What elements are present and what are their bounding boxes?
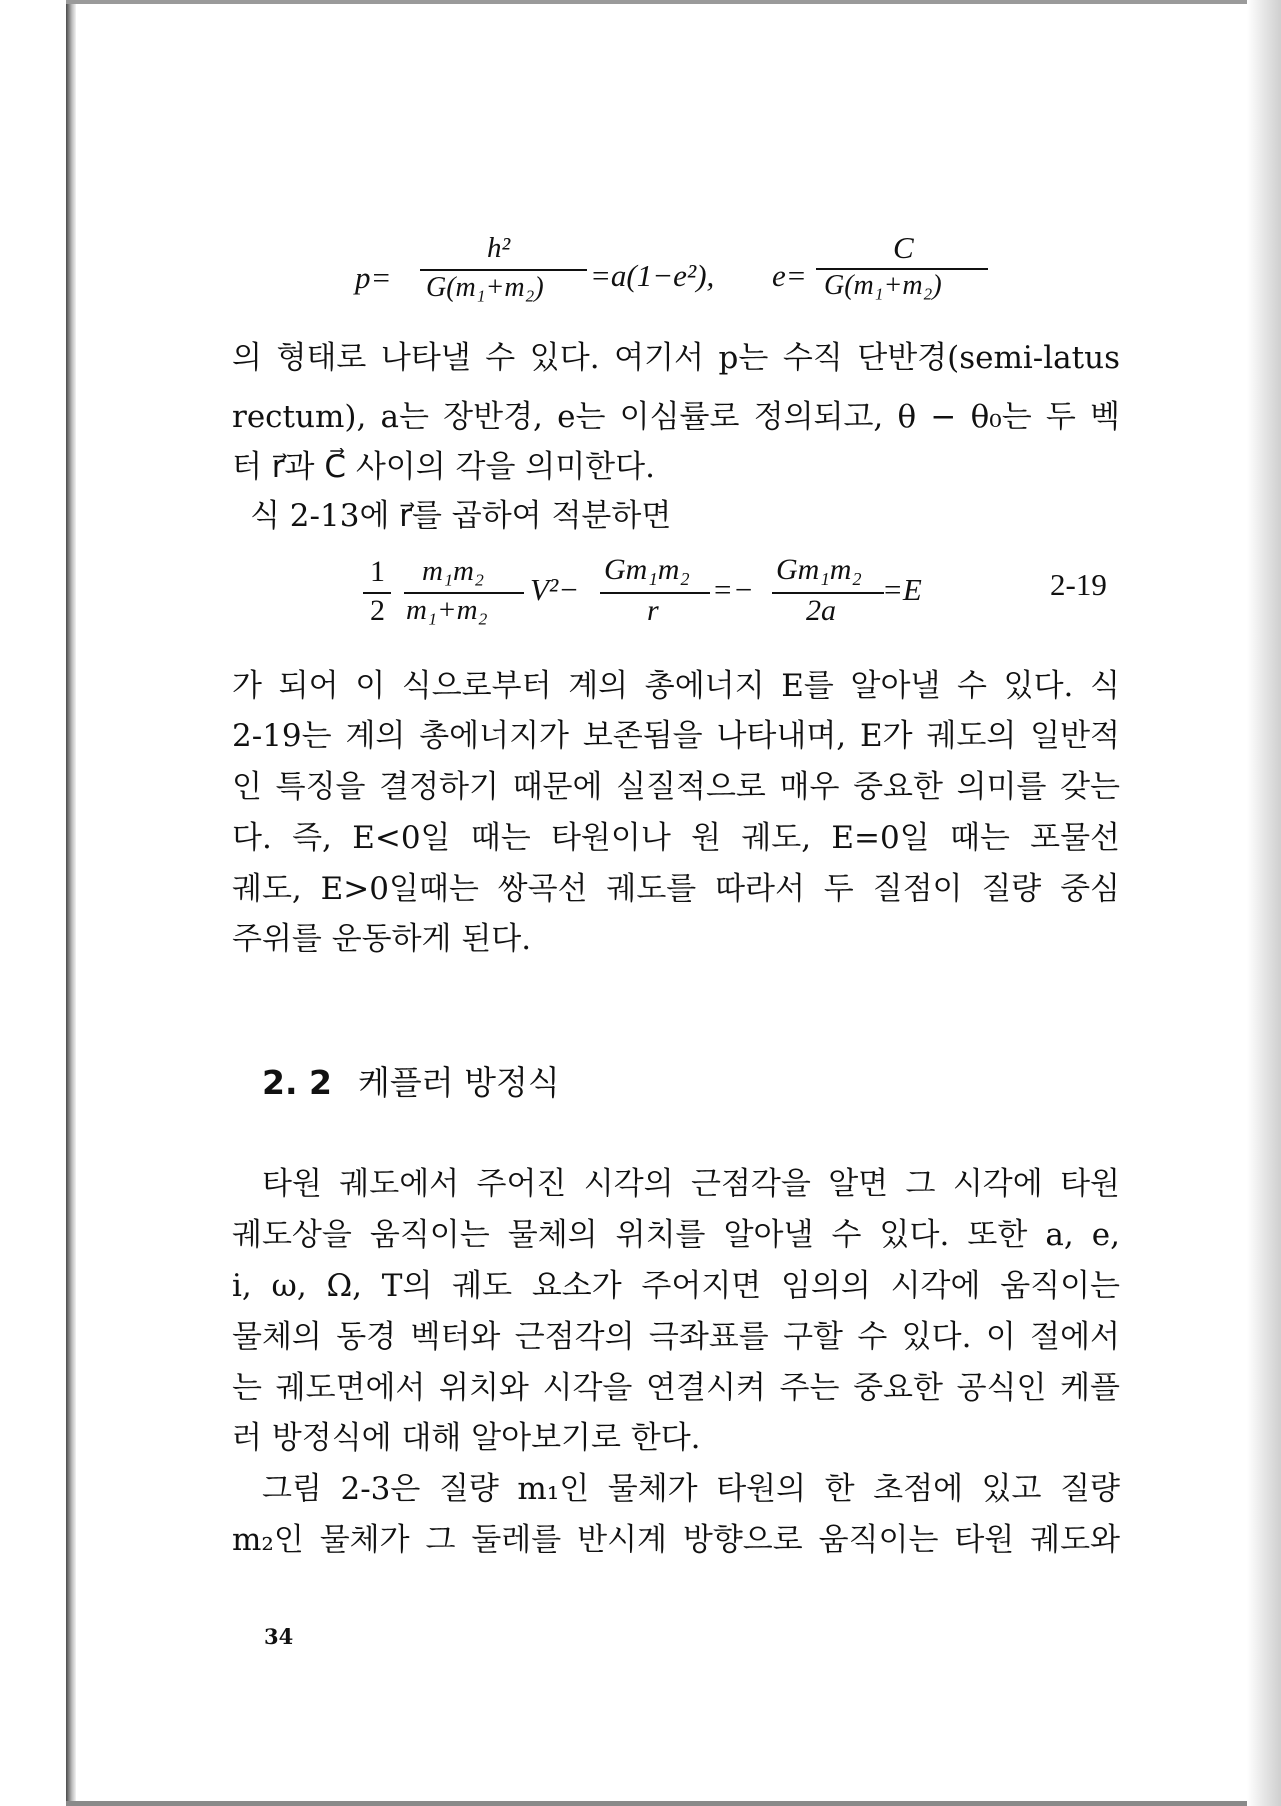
eq-p-lhs: p= — [355, 260, 392, 295]
equation-number: 2-19 — [1050, 567, 1107, 602]
eq-frac1-numerator: h² — [487, 232, 511, 264]
page-binding-shadow — [66, 0, 76, 1806]
page-number: 34 — [264, 1624, 294, 1649]
eq-grav2-denominator: 2a — [806, 594, 836, 627]
eq-grav-numerator: Gm₁m₂ — [604, 553, 690, 586]
paragraph2-line-1: 가 되어 이 식으로부터 계의 총에너지 E를 알아낼 수 있다. 식 — [232, 668, 1120, 704]
eq-grav-denominator: r — [647, 594, 659, 627]
eq-half-denominator: 2 — [370, 594, 385, 627]
paragraph3-line-6: 러 방정식에 대해 알아보기로 한다. — [232, 1420, 701, 1456]
paragraph2-line-6: 주위를 운동하게 된다. — [232, 921, 532, 957]
eq-equals-minus: =− — [712, 572, 754, 607]
eq-frac2-denominator: G(m₁+m₂) — [824, 270, 942, 301]
paragraph1-line-1: 의 형태로 나타낼 수 있다. 여기서 p는 수직 단반경(semi-latus — [232, 340, 1120, 376]
paragraph2-line-2: 2-19는 계의 총에너지가 보존됨을 나타내며, E가 궤도의 일반적 — [232, 718, 1120, 754]
paragraph3-line-3: i, ω, Ω, T의 궤도 요소가 주어지면 임의의 시각에 움직이는 — [232, 1268, 1120, 1304]
section-title: 케플러 방정식 — [357, 1063, 560, 1102]
eq-half-numerator: 1 — [370, 555, 385, 588]
eq-v-term: V²− — [530, 572, 580, 607]
paragraph1-line-4: 식 2-13에 r⃗를 곱하여 적분하면 — [250, 498, 672, 534]
eq-frac2-numerator: C — [893, 230, 914, 265]
page-top-border — [66, 0, 1281, 4]
paragraph2-line-4: 다. 즉, E<0일 때는 타원이나 원 궤도, E=0일 때는 포물선 — [232, 820, 1120, 856]
eq-mass-denominator: m₁+m₂ — [406, 594, 488, 626]
page-bottom-border — [66, 1801, 1281, 1806]
paragraph3-line-4: 물체의 동경 벡터와 근점각의 극좌표를 구할 수 있다. 이 절에서 — [232, 1319, 1120, 1355]
eq-rhs: =E — [882, 572, 922, 607]
eq-middle: =a(1−e²), — [590, 258, 715, 293]
section-number: 2. 2 — [262, 1063, 332, 1102]
page-right-shadow — [1247, 0, 1281, 1806]
eq-frac1-line — [420, 269, 587, 271]
eq-frac1-denominator: G(m₁+m₂) — [426, 272, 544, 303]
paragraph3-line-2: 궤도상을 움직이는 물체의 위치를 알아낼 수 있다. 또한 a, e, — [232, 1217, 1120, 1253]
eq-mass-numerator: m₁m₂ — [422, 555, 485, 587]
paragraph2-line-3: 인 특징을 결정하기 때문에 실질적으로 매우 중요한 의미를 갖는 — [232, 769, 1120, 805]
paragraph1-line-2: rectum), a는 장반경, e는 이심률로 정의되고, θ − θ₀는 두 벡 — [232, 399, 1120, 435]
paragraph3-line-8: m₂인 물체가 그 둘레를 반시계 방향으로 움직이는 타원 궤도와 — [232, 1522, 1120, 1558]
paragraph3-line-7: 그림 2-3은 질량 m₁인 물체가 타원의 한 초점에 있고 질량 — [262, 1471, 1120, 1507]
section-heading — [262, 1057, 560, 1104]
eq-grav2-numerator: Gm₁m₂ — [776, 553, 862, 586]
paragraph3-line-5: 는 궤도면에서 위치와 시각을 연결시켜 주는 중요한 공식인 케플 — [232, 1370, 1120, 1406]
paragraph3-line-1: 타원 궤도에서 주어진 시각의 근점각을 알면 그 시각에 타원 — [262, 1166, 1120, 1202]
eq-e-lhs: e= — [772, 258, 807, 293]
paragraph2-line-5: 궤도, E>0일때는 쌍곡선 궤도를 따라서 두 질점이 질량 중심 — [232, 871, 1120, 907]
paragraph1-line-3: 터 r⃗과 C⃗ 사이의 각을 의미한다. — [232, 449, 655, 485]
